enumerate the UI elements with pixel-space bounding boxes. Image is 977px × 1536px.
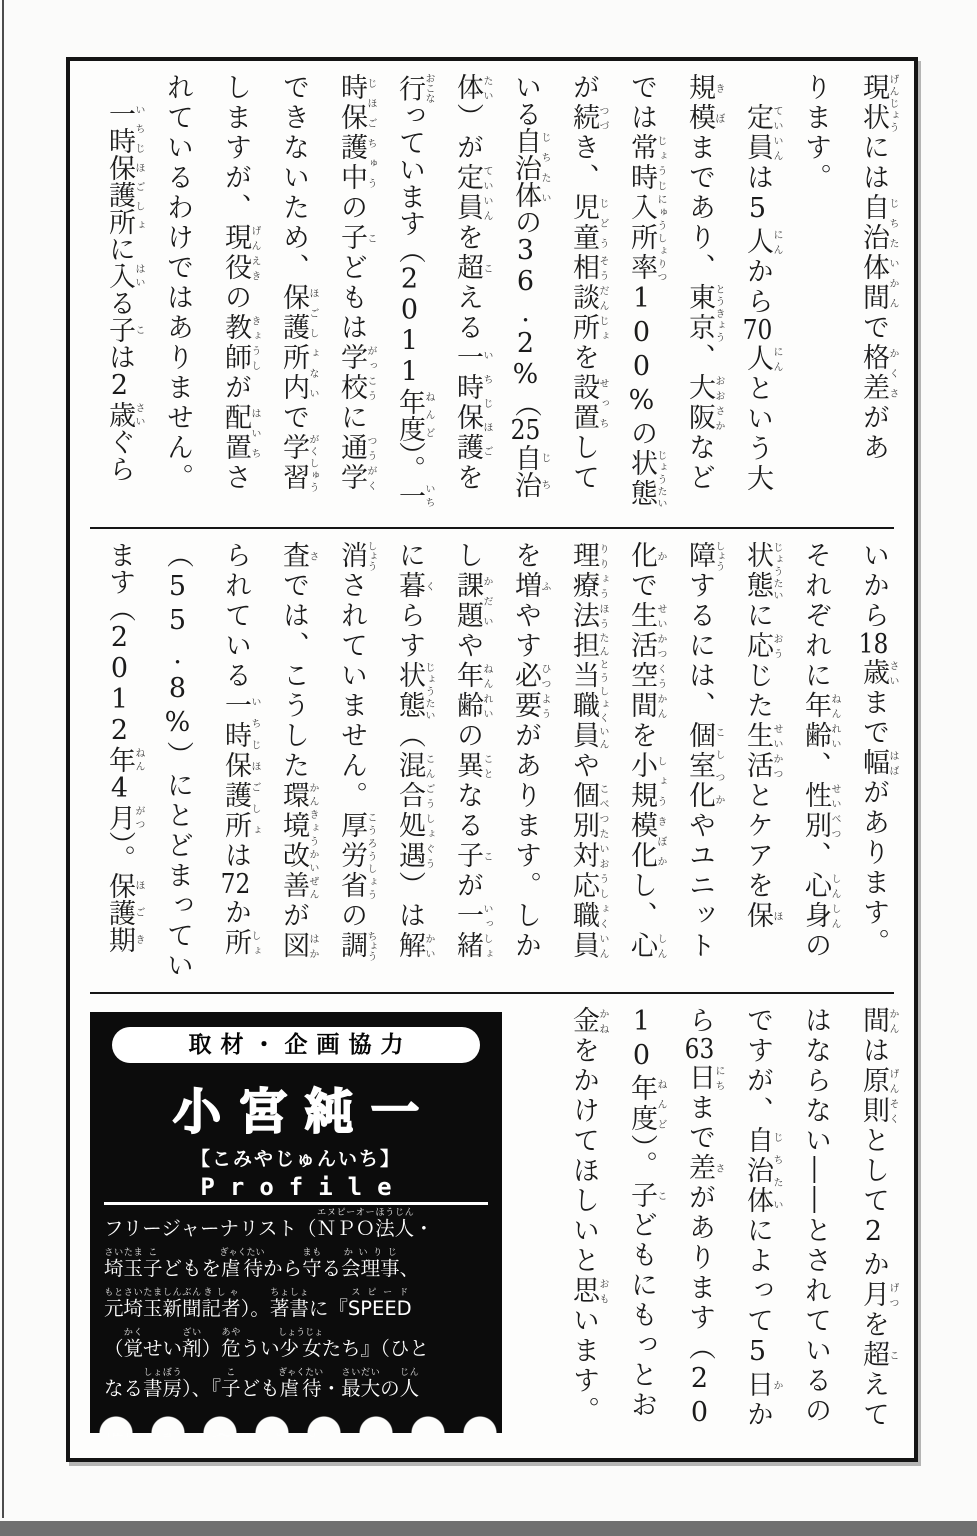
scalloped-edge-decoration <box>90 1407 502 1433</box>
text-column: が続つづき、児童じどう相談所そうだんじょを設置せっちして <box>568 73 608 493</box>
text-column: 査さでは、こうした環境改善かんきょうかいぜんが図はか <box>278 541 318 961</box>
profile-line: 埼玉さいたま子こどもを虐待ぎゃくたいから守まもる会理事かいりじ、 <box>104 1248 420 1280</box>
vertical-text-block <box>70 61 914 527</box>
text-column: られている一時保護所いちじほごしょは72か所しょ <box>220 541 260 958</box>
text-column: 一時保護所いちじほごしょに入はいる子こは2歳さいぐら <box>104 100 144 482</box>
text-column: 定員ていいんは5人にんから70人にんという大 <box>742 103 782 494</box>
credit-person-name: 小宮純一 <box>172 1084 437 1140</box>
profile-line: （覚かくせい剤ざい）危あやうい少女しょうじょたち』（ひと <box>104 1328 429 1360</box>
text-column: 間かんは原則げんそくとして2か月げつを超こえて <box>858 1006 898 1430</box>
text-column: に暮くらす状態じょうたい（混合処遇こんごうしょぐう）は解かい <box>394 541 434 961</box>
text-column: しますが、現役げんえきの教師きょうしが配置はいちさ <box>220 73 260 493</box>
text-column: 消しょうされていません。厚労省こうろうしょうの調ちょう <box>336 541 376 961</box>
text-column: 時保護中じほごちゅうの子こどもは学校がっこうに通学つうがく <box>336 73 376 493</box>
text-column: 金かねをかけてほしいと思おもいます。 <box>568 1006 608 1426</box>
text-column: ら63日にちまで差さがあります（20 <box>684 1006 724 1431</box>
text-column: 障しょうするには、個室化こしつかやユニット <box>684 541 724 961</box>
vertical-text-block <box>70 529 914 992</box>
text-column: 10年度ねんど）。子こどもにもっとお <box>626 1006 666 1421</box>
text-column: ます（2012年ねん4月がつ）。保護期ほごき <box>104 541 144 953</box>
credit-box-header: 取材・企画協力 <box>112 1027 480 1063</box>
text-column: 理療法りりょうほう担当職員たんとうしょくいんや個別対応職員こべつたいおうしょくいん <box>568 541 608 961</box>
text-column: できないため、保護所内ほごしょないで学習がくしゅう <box>278 73 318 493</box>
text-column: 現状げんじょうには自治体間じちたいかんで格差かくさがあ <box>858 73 898 463</box>
text-column: 規模きぼまであり、東京とうきょう、大阪おおさかなど <box>684 73 724 493</box>
article-section-middle <box>70 529 914 992</box>
text-column: では常時じょうじ入所率にゅうしょりつ100%の状態じょうたい <box>626 73 666 509</box>
text-column: し課題かだいや年齢ねんれいの異ことなる子こが一緒いっしょ <box>452 541 492 961</box>
text-column: 行おこなっています（2011年度ねんど）。一いち <box>394 73 434 509</box>
scan-bottom-bar <box>0 1521 977 1536</box>
article-frame <box>66 57 918 1462</box>
text-column: 化かで生活空間せいかつくうかんを小規模化しょうきぼかし、心しん <box>626 541 666 961</box>
article-section-bottom <box>70 994 914 1458</box>
profile-label: Profile <box>104 1173 488 1205</box>
text-column: はならない――とされているの <box>800 1006 831 1426</box>
credit-person-name-reading: 【こみやじゅんいち】 <box>190 1148 401 1170</box>
article-section-top <box>70 61 914 527</box>
text-column: 体たい）が定員ていいんを超こえる一時保護いちじほごを <box>452 73 492 493</box>
scan-edge-line <box>2 0 4 1518</box>
text-column: を増ふやす必要ひつようがあります。しか <box>510 541 550 961</box>
text-column: れているわけではありません。 <box>162 73 193 493</box>
text-column: ります。 <box>800 73 831 193</box>
text-column: いから18歳さいまで幅はばがあります。 <box>858 541 898 958</box>
text-column: それぞれに年齢ねんれい、性別せいべつ、心身しんしんの <box>800 541 840 961</box>
text-column: 状態じょうたいに応おうじた生活せいかつとケアを保ほ <box>742 541 782 931</box>
credit-box <box>90 1012 502 1433</box>
profile-line: 元もと埼玉さいたま新聞しんぶん記者きしゃ）。著書ちょしょに『SPEEDスピード <box>104 1288 412 1320</box>
text-column: （55.8%）にとどまってい <box>162 541 193 981</box>
profile-line: フリージャーナリスト（ＮＰＯエヌピーオー法人ほうじん・ <box>104 1208 434 1240</box>
text-column: いる自治体じちたいの36.2%（25自治じち <box>510 73 550 498</box>
text-column: ですが、自治体じちたいによって5日かか <box>742 1006 782 1430</box>
profile-line: なる書房しょぼう）、『子こども虐待ぎゃくたい・最大さいだいの人じん <box>104 1368 420 1400</box>
